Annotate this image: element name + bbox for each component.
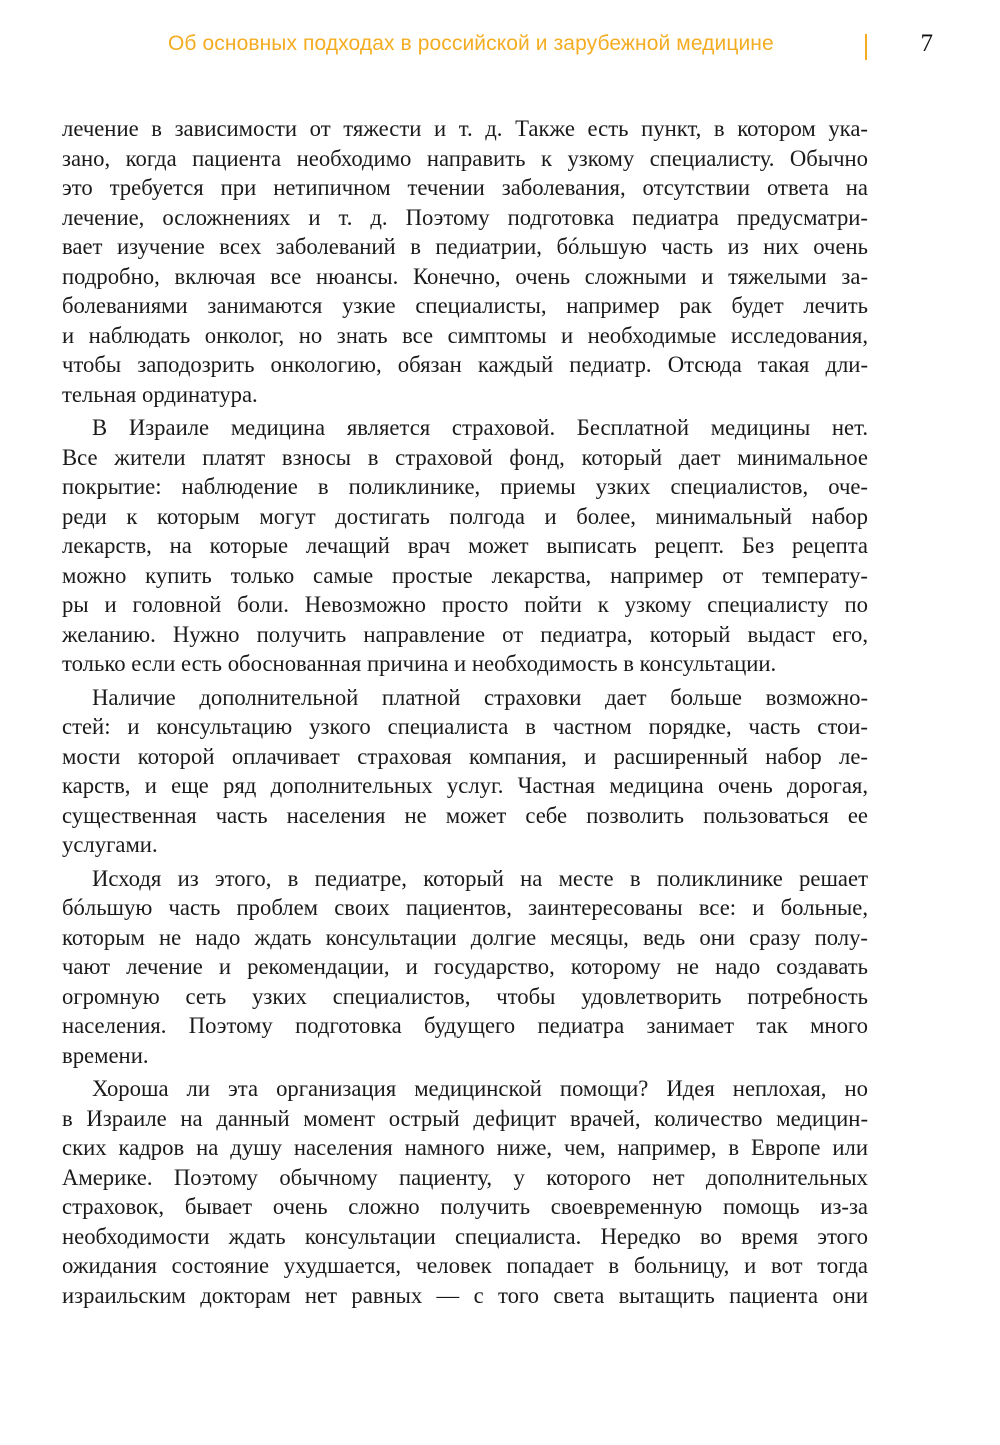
body-text xyxy=(62,114,868,1310)
text-line: зано, когда пациента необходимо направить к узкому специалисту. Обычно xyxy=(62,145,868,171)
text-line: Америке. Поэтому обычному пациенту, у которого нет дополнительных xyxy=(62,1164,868,1190)
text-line: чают лечение и рекомендации, и государство, которому не надо создавать xyxy=(62,954,868,979)
text-line: услугами. xyxy=(62,832,158,857)
text-line: можно купить только самые простые лекарства, например от температу- xyxy=(62,562,868,588)
text-line: лекарств, на которые лечащий врач может выписать рецепт. Без рецепта xyxy=(62,533,868,558)
text-line: населения. Поэтому подготовка будущего педиатра занимает так много xyxy=(62,1013,868,1038)
text-line: Наличие дополнительной платной страховки дает больше возможно- xyxy=(92,684,868,710)
text-line: израильским докторам нет равных — с того света вытащить пациента они xyxy=(62,1282,868,1308)
text-line: это требуется при нетипичном течении заболевания, отсутствии ответа на xyxy=(62,175,868,200)
text-line: в Израиле на данный момент острый дефицит врачей, количество медицин- xyxy=(62,1105,868,1131)
text-line: тельная ординатура. xyxy=(62,381,258,407)
text-line: и наблюдать онколог, но знать все симптомы и необходимые исследования, xyxy=(62,322,868,348)
text-line: болеваниями занимаются узкие специалисты, например рак будет лечить xyxy=(62,293,868,318)
text-line: мости которой оплачивает страховая компания, и расширенный набор ле- xyxy=(62,743,868,769)
text-line: бóльшую часть проблем своих пациентов, заинтересованы все: и больные, xyxy=(62,895,868,920)
text-line: огромную сеть узких специалистов, чтобы удовлетворить потребность xyxy=(62,983,868,1009)
paragraph xyxy=(62,864,868,1071)
text-line: вает изучение всех заболеваний в педиатрии, бóльшую часть из них очень xyxy=(62,234,868,259)
text-line: В Израиле медицина является страховой. Бесплатной медицины нет. xyxy=(92,415,868,440)
text-line: Исходя из этого, в педиатре, который на месте в поликлинике решает xyxy=(92,865,868,891)
text-line: лечение в зависимости от тяжести и т. д. Также есть пункт, в котором ука- xyxy=(62,116,868,141)
text-line: Хороша ли эта организация медицинской помощи? Идея неплохая, но xyxy=(92,1076,868,1101)
paragraph xyxy=(62,683,868,860)
header-divider xyxy=(865,34,867,60)
text-line: реди к которым могут достигать полгода и более, минимальный набор xyxy=(62,503,868,529)
page-number: 7 xyxy=(920,30,933,57)
text-line: страховок, бывает очень сложно получить своевременную помощь из-за xyxy=(62,1194,868,1219)
text-line: Все жители платят взносы в страховой фонд, который дает минимальное xyxy=(62,444,868,470)
text-line: лечение, осложнениях и т. д. Поэтому подготовка педиатра предусматри- xyxy=(62,204,868,230)
text-line: существенная часть населения не может себе позволить пользоваться ее xyxy=(62,802,868,828)
text-line: необходимости ждать консультации специалиста. Нередко во время этого xyxy=(62,1223,868,1249)
paragraph xyxy=(62,1074,868,1310)
text-line: ры и головной боли. Невозможно просто пойти к узкому специалисту по xyxy=(62,592,868,617)
text-line: карств, и еще ряд дополнительных услуг. Частная медицина очень дорогая, xyxy=(62,773,868,798)
text-line: покрытие: наблюдение в поликлинике, приемы узких специалистов, оче- xyxy=(62,474,868,499)
text-line: стей: и консультацию узкого специалиста в частном порядке, часть стои- xyxy=(62,714,868,739)
text-line: желанию. Нужно получить направление от педиатра, который выдаст его, xyxy=(62,621,868,647)
text-line: ожидания состояние ухудшается, человек попадает в больницу, и вот тогда xyxy=(62,1253,868,1278)
text-line: ских кадров на душу населения намного ниже, чем, например, в Европе или xyxy=(62,1135,868,1160)
text-line: подробно, включая все нюансы. Конечно, очень сложными и тяжелыми за- xyxy=(62,263,868,289)
text-line: чтобы заподозрить онкологию, обязан каждый педиатр. Отсюда такая дли- xyxy=(62,352,868,377)
running-header xyxy=(168,30,933,64)
text-line: времени. xyxy=(62,1042,149,1068)
paragraph xyxy=(62,114,868,409)
text-line: которым не надо ждать консультации долгие месяцы, ведь они сразу полу- xyxy=(62,924,868,950)
text-line: только если есть обоснованная причина и необходимость в консультации. xyxy=(62,651,777,676)
paragraph xyxy=(62,413,868,679)
running-header-title: Об основных подходах в российской и зарубежной медицине xyxy=(168,32,774,55)
